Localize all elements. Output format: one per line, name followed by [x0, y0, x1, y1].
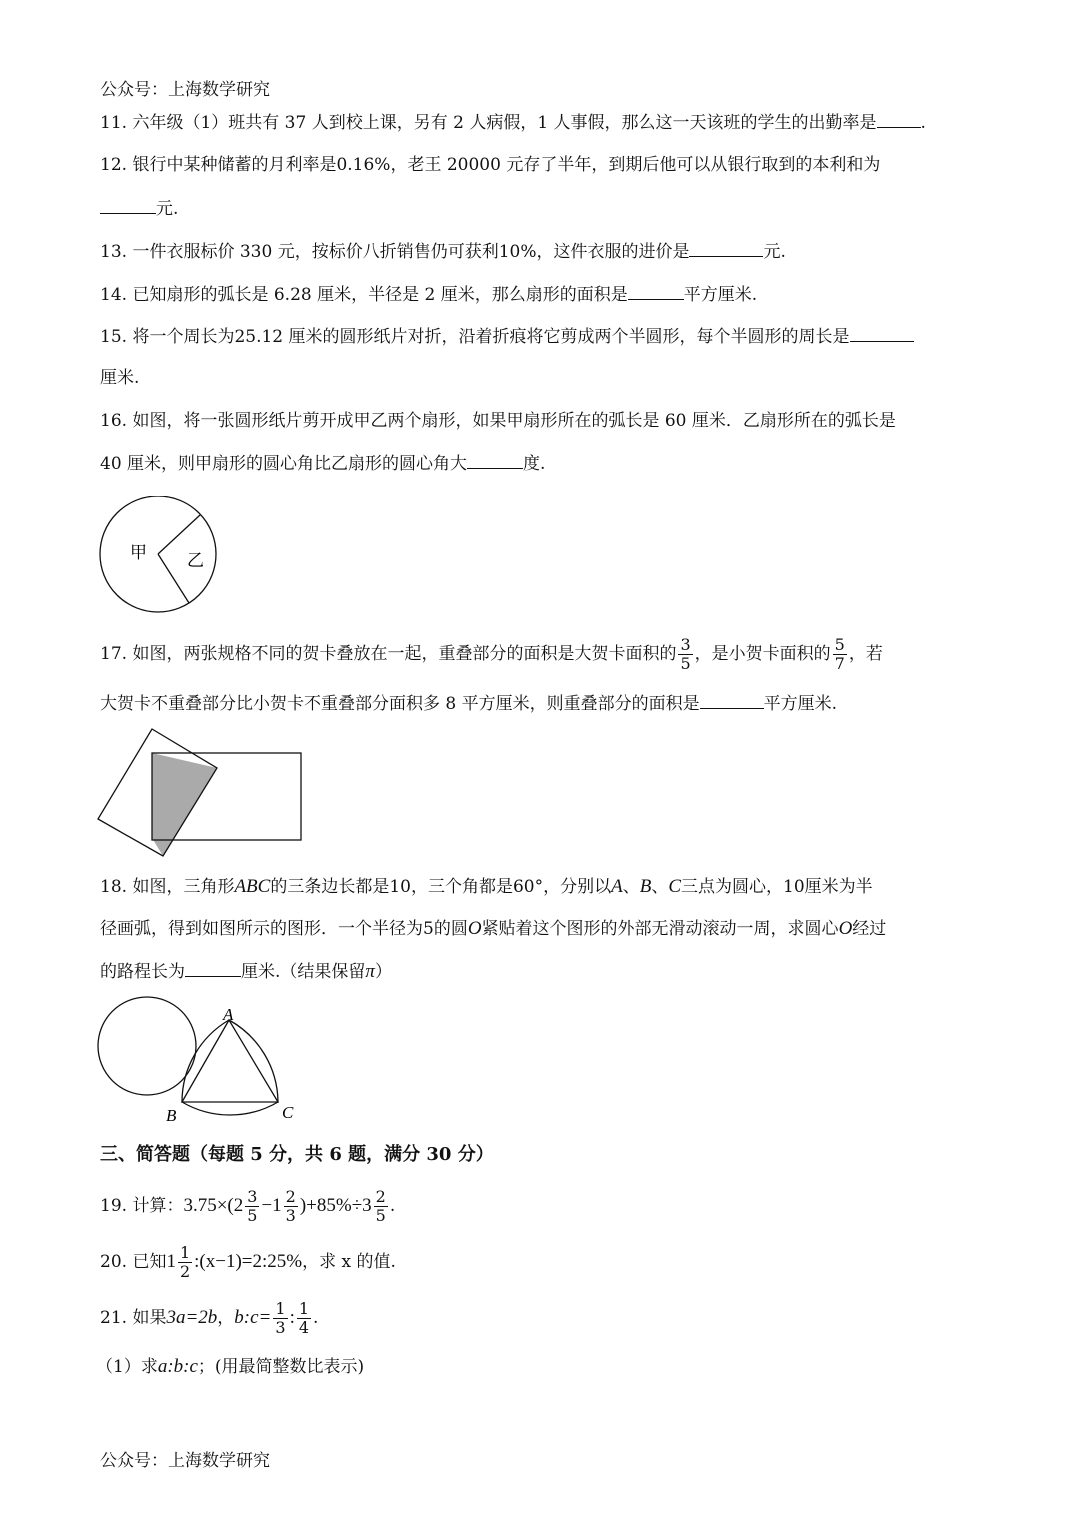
q20-tail: ，求 x 的值. [302, 1252, 396, 1272]
question-21-sub1 [96, 1356, 364, 1378]
q21-colon: : [289, 1307, 295, 1328]
q13-answer-blank[interactable] [689, 240, 763, 257]
q19-f3-num: 2 [375, 1187, 386, 1206]
q16-radius-2 [158, 554, 189, 603]
q16-text: 16. 如图，将一张圆形纸片剪开成甲乙两个扇形，如果甲扇形所在的弧长是 60 厘米．乙扇形所在的弧长是 [100, 411, 896, 431]
q18-text-f: 经过 [852, 919, 887, 939]
q19-fraction-1 [245, 1188, 259, 1225]
q13-text: 13. 一件衣服标价 330 元，按标价八折销售仍可获利10%，这件衣服的进价是 [100, 242, 690, 262]
q11-answer-blank[interactable] [877, 111, 921, 128]
q14-answer-blank[interactable] [628, 283, 684, 300]
q18-sep2: 、 [651, 877, 669, 897]
q18-label-a: A [223, 1005, 234, 1024]
q19-end: . [389, 1196, 396, 1216]
question-18-line1 [100, 876, 873, 898]
q18-sep1: 、 [622, 877, 640, 897]
q21-sub1-tail: ；(用最简整数比表示) [197, 1357, 365, 1377]
question-20 [100, 1240, 396, 1284]
q18-text-i: ） [374, 962, 392, 982]
question-15-line1 [100, 325, 914, 348]
q16-label-jia: 甲 [130, 543, 147, 562]
q20-expr: :(x−1)=2:25% [194, 1251, 303, 1272]
q18-o2: O [838, 918, 853, 939]
q21-label: 21. 如果 [100, 1308, 167, 1328]
footer-source: 公众号：上海数学研究 [100, 1451, 270, 1471]
q17-frac2-den: 7 [834, 654, 845, 673]
q17-text-a: 17. 如图，两张规格不同的贺卡叠放在一起，重叠部分的面积是大贺卡面积的 [100, 644, 677, 664]
q18-point-a: A [611, 876, 623, 897]
q16-sector-figure [92, 496, 226, 616]
q19-f2-num: 2 [285, 1187, 296, 1206]
question-17-line2 [100, 692, 837, 715]
q21-f2-num: 1 [298, 1299, 310, 1318]
question-18-line3 [100, 960, 392, 983]
q15-text: 15. 将一个周长为25.12 厘米的圆形纸片对折，沿着折痕将它剪成两个半圆形，每个半圆形的周长是 [100, 327, 850, 347]
q18-point-b: B [639, 876, 652, 897]
question-16-line1 [100, 410, 896, 432]
q18-text-c: 三点为圆心，10厘米为半 [681, 877, 873, 897]
question-16-line2 [100, 452, 545, 475]
q17-fraction-1 [678, 636, 692, 673]
q13-end: 元. [763, 242, 786, 262]
q19-label: 19. 计算： [100, 1196, 184, 1216]
q18-answer-blank[interactable] [185, 960, 241, 977]
q21-eq1: 3a=2b [166, 1307, 218, 1328]
question-17-line1 [100, 632, 883, 676]
question-15-line2 [100, 367, 139, 389]
q16-end: 度. [523, 454, 546, 474]
question-12-line2 [100, 197, 178, 220]
q16-text2: 40 厘米，则甲扇形的圆心角比乙扇形的圆心角大 [100, 454, 468, 474]
q18-text-a: 18. 如图，三角形 [100, 877, 235, 897]
q15-end: 厘米. [100, 368, 140, 388]
q21-fraction-1 [273, 1300, 287, 1337]
question-14 [100, 283, 757, 306]
q19-f1-num: 3 [247, 1187, 258, 1206]
q17-text-c: ，若 [848, 644, 883, 664]
q18-text-h: 厘米.（结果保留 [241, 962, 366, 982]
q18-text-g: 的路程长为 [100, 962, 185, 982]
q17-cards-figure [95, 726, 307, 862]
q18-label-c: C [282, 1103, 294, 1122]
q20-f-num: 1 [179, 1243, 191, 1262]
q19-f1-den: 5 [247, 1206, 258, 1225]
q17-end: 平方厘米. [763, 694, 838, 714]
q16-radius-1 [158, 515, 200, 554]
q18-arc-shape [182, 1020, 278, 1115]
q12-end: 元. [156, 199, 179, 219]
q21-end: . [313, 1308, 319, 1328]
q18-point-c: C [668, 876, 682, 897]
q17-fraction-2 [833, 636, 847, 673]
q15-answer-blank[interactable] [850, 325, 914, 342]
q14-text: 14. 已知扇形的弧长是 6.28 厘米，半径是 2 厘米，那么扇形的面积是 [100, 285, 628, 305]
q18-text-b: 的三条边长都是10，三个角都是60°，分别以 [270, 877, 612, 897]
q18-triangle [182, 1020, 278, 1102]
q20-whole: 1 [166, 1251, 176, 1272]
q21-sub1-label: （1）求 [96, 1357, 158, 1377]
q18-rolling-circle [98, 997, 196, 1095]
q16-answer-blank[interactable] [467, 452, 523, 469]
q21-f1-num: 1 [275, 1299, 286, 1318]
q17-frac1-den: 5 [680, 654, 691, 673]
q19-part2: −1 [261, 1195, 282, 1216]
q14-end: 平方厘米. [683, 285, 758, 305]
q18-text-e: 紧贴着这个图形的外部无滑动滚动一周，求圆心 [481, 919, 839, 939]
q21-f1-den: 3 [275, 1318, 286, 1337]
q11-text: 11. 六年级（1）班共有 37 人到校上课，另有 2 人病假，1 人事假，那么这一天该班的学生的出勤率是 [100, 113, 877, 133]
question-19 [100, 1184, 395, 1228]
q18-o1: O [467, 918, 482, 939]
q21-fraction-2 [297, 1300, 311, 1337]
q18-text-d: 径画弧，得到如图所示的图形．一个半径为5的圆 [100, 919, 468, 939]
q20-label: 20. 已知 [100, 1252, 167, 1272]
q19-f3-den: 5 [375, 1206, 386, 1225]
q12-text: 12. 银行中某种储蓄的月利率是0.16%，老王 20000 元存了半年，到期后他可以从银行取到的本利和为 [100, 155, 881, 175]
q18-reuleaux-figure [92, 996, 314, 1128]
q11-end: . [920, 113, 926, 133]
q20-fraction [178, 1244, 192, 1281]
question-13 [100, 240, 786, 263]
q17-frac2-num: 5 [834, 635, 845, 654]
q18-label-b: B [166, 1106, 177, 1125]
q18-pi: π [365, 961, 375, 982]
q17-text-b: ，是小贺卡面积的 [694, 644, 831, 664]
q17-text-d: 大贺卡不重叠部分比小贺卡不重叠部分面积多 8 平方厘米，则重叠部分的面积是 [100, 694, 700, 714]
q21-f2-den: 4 [298, 1318, 310, 1337]
question-18-line2 [100, 918, 886, 940]
q16-label-yi: 乙 [187, 551, 204, 570]
q19-fraction-2 [284, 1188, 298, 1225]
q19-fraction-3 [374, 1188, 388, 1225]
q19-f2-den: 3 [285, 1206, 296, 1225]
q21-sub1-math: a:b:c [157, 1356, 198, 1377]
q12-answer-blank[interactable] [100, 197, 156, 214]
q17-frac1-num: 3 [680, 635, 691, 654]
question-12-line1 [100, 154, 880, 176]
section-3-title: 三、简答题（每题 5 分，共 6 题，满分 30 分） [100, 1144, 494, 1165]
question-11 [100, 111, 926, 134]
q21-ratio: b:c= [234, 1307, 272, 1328]
header-source: 公众号：上海数学研究 [100, 80, 270, 100]
question-21 [100, 1296, 318, 1340]
q20-f-den: 2 [179, 1262, 191, 1281]
q17-answer-blank[interactable] [700, 692, 764, 709]
q21-comma: ， [217, 1308, 235, 1328]
q19-part1: 3.75×(2 [183, 1195, 244, 1216]
q18-abc: ABC [234, 876, 271, 897]
q19-part3: )+85%÷3 [299, 1195, 372, 1216]
